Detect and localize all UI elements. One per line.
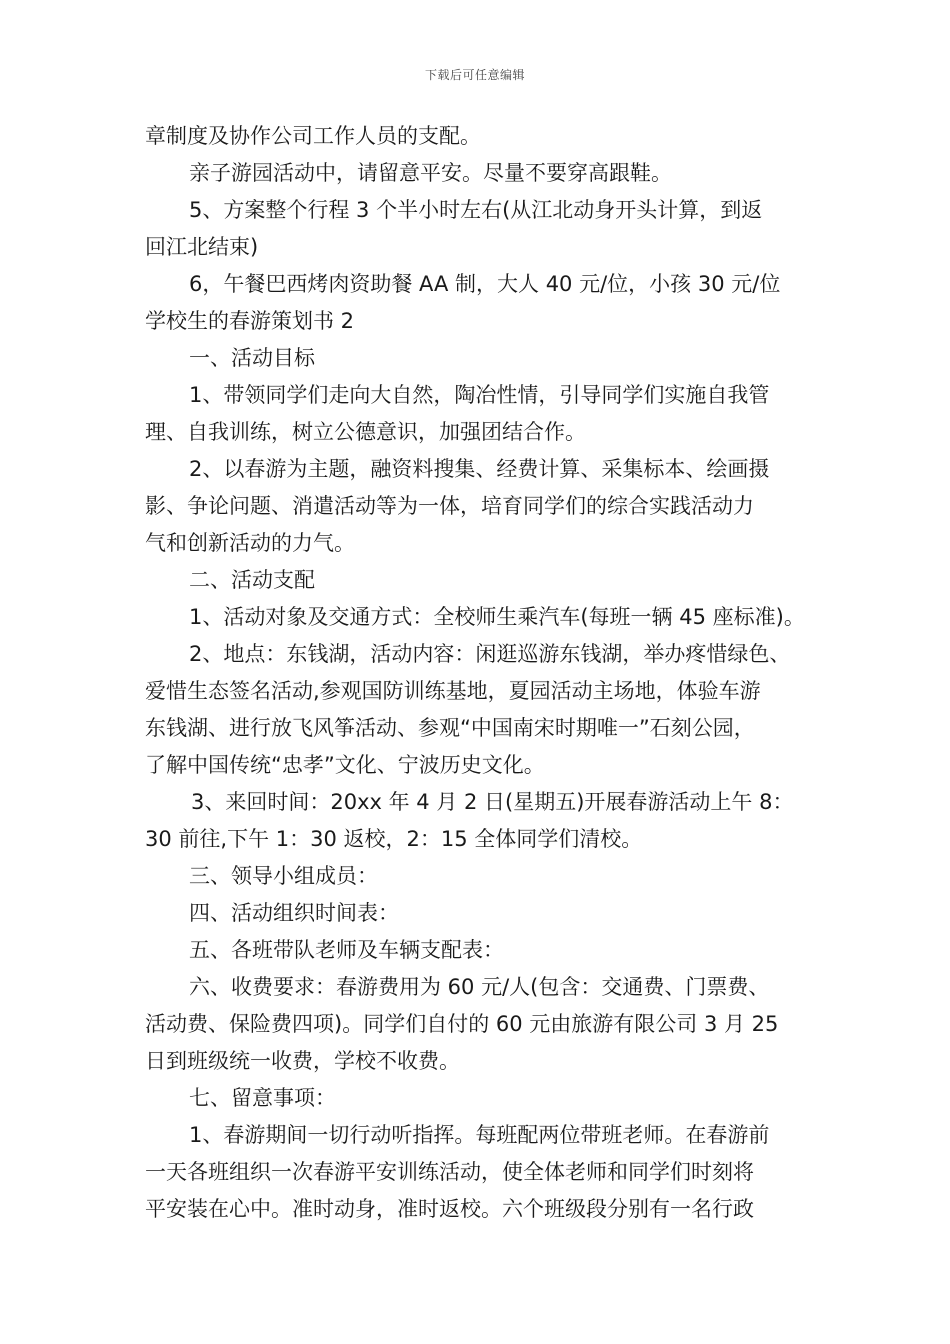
paragraph-line: 理、自我训练，树立公德意识，加强团结合作。 [145,420,586,444]
paragraph-line: 3、来回时间：20xx 年 4 月 2 日(星期五)开展春游活动上午 8： [191,790,794,814]
paragraph-line: 6，午餐巴西烤肉资助餐 AA 制，大人 40 元/位，小孩 30 元/位 [189,272,781,296]
paragraph-line: 了解中国传统“忠孝”文化、宁波历史文化。 [145,753,545,777]
paragraph-line: 30 前往,下午 1：30 返校，2：15 全体同学们清校。 [145,827,643,851]
section-heading: 二、活动支配 [189,568,315,592]
paragraph-line: 活动费、保险费四项)。同学们自付的 60 元由旅游有限公司 3 月 25 [145,1012,779,1036]
section-heading: 七、留意事项： [189,1086,336,1110]
page-header: 下载后可任意编辑 [424,68,525,82]
paragraph-line: 2、以春游为主题，融资料搜集、经费计算、采集标本、绘画摄 [189,457,770,481]
paragraph-line: 东钱湖、进行放飞风筝活动、参观“中国南宋时期唯一”石刻公园， [145,716,755,740]
paragraph-line: 日到班级统一收费，学校不收费。 [145,1049,460,1073]
section-title: 学校生的春游策划书 2 [145,309,355,333]
paragraph-line: 影、争论问题、消遣活动等为一体，培育同学们的综合实践活动力 [145,494,754,518]
paragraph-line: 六、收费要求：春游费用为 60 元/人(包含：交通费、门票费、 [189,975,770,999]
section-heading: 三、领导小组成员： [189,864,378,888]
paragraph-line: 亲子游园活动中，请留意平安。尽量不要穿高跟鞋。 [189,161,672,185]
paragraph-line: 2、地点：东钱湖，活动内容：闲逛巡游东钱湖，举办疼惜绿色、 [189,642,791,666]
paragraph-line: 爱惜生态签名活动,参观国防训练基地，夏园活动主场地，体验车游 [145,679,761,703]
paragraph-line: 1、春游期间一切行动听指挥。每班配两位带班老师。在春游前 [189,1123,770,1147]
paragraph-line: 气和创新活动的力气。 [145,531,355,555]
paragraph-line: 一天各班组织一次春游平安训练活动，使全体老师和同学们时刻将 [145,1160,754,1184]
paragraph-line: 回江北结束) [145,235,259,259]
section-heading: 五、各班带队老师及车辆支配表： [189,938,504,962]
section-heading: 一、活动目标 [189,346,315,370]
section-heading: 四、活动组织时间表： [189,901,399,925]
paragraph-line: 1、带领同学们走向大自然，陶冶性情，引导同学们实施自我管 [189,383,770,407]
paragraph-line: 5、方案整个行程 3 个半小时左右(从江北动身开头计算，到返 [189,198,763,222]
document-body [145,118,817,1228]
paragraph-line: 平安装在心中。准时动身，准时返校。六个班级段分别有一名行政 [145,1197,754,1221]
paragraph-line: 1、活动对象及交通方式：全校师生乘汽车(每班一辆 45 座标准)。 [189,605,805,629]
paragraph-line: 章制度及协作公司工作人员的支配。 [145,124,481,148]
